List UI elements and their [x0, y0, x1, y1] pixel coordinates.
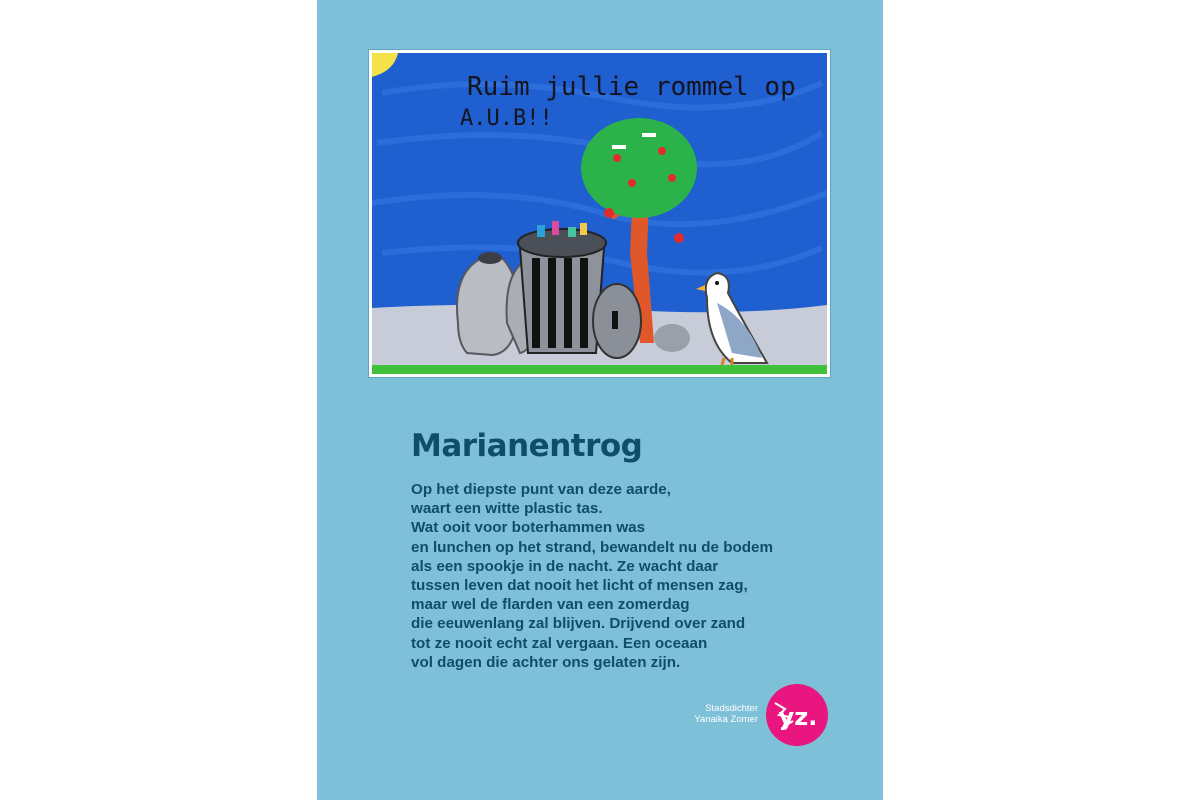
- stadsdichter-logo: [765, 683, 829, 747]
- credit: [694, 703, 758, 725]
- trash-can: [518, 221, 606, 353]
- drawing-illustration: [372, 53, 827, 374]
- poster: [317, 0, 883, 800]
- rocks: [654, 324, 690, 352]
- poem-line: Wat ooit voor boterhammen was: [411, 519, 646, 537]
- drawing-text-line2: A.U.B!!: [460, 106, 553, 131]
- child-drawing: [369, 50, 830, 377]
- poem-line: Op het diepste punt van deze aarde,: [411, 481, 671, 498]
- poem-line: maar wel de flarden van een zomerdag: [411, 596, 690, 614]
- drawing-text-line1: Ruim jullie rommel op: [467, 72, 796, 102]
- poem-line: als een spookje in de nacht. Ze wacht daar: [411, 557, 719, 575]
- logo-text: yz.: [778, 703, 818, 731]
- poem-body: [411, 480, 831, 672]
- poem-line: tussen leven dat nooit het licht of mensen zag,: [411, 577, 748, 595]
- grass: [372, 365, 827, 374]
- poem-title: Marianentrog: [411, 428, 643, 464]
- poem-line: die eeuwenlang zal blijven. Drijvend over zand: [411, 615, 746, 633]
- poem-line: waart een witte plastic tas.: [411, 500, 603, 518]
- poem-line: vol dagen die achter ons gelaten zijn.: [411, 653, 681, 671]
- credit-role: Stadsdichter: [705, 703, 758, 714]
- poem-line: en lunchen op het strand, bewandelt nu de bodem: [411, 538, 773, 556]
- credit-author: Yanaika Zomer: [694, 714, 758, 725]
- poem-line: tot ze nooit echt zal vergaan. Een oceaan: [411, 634, 708, 652]
